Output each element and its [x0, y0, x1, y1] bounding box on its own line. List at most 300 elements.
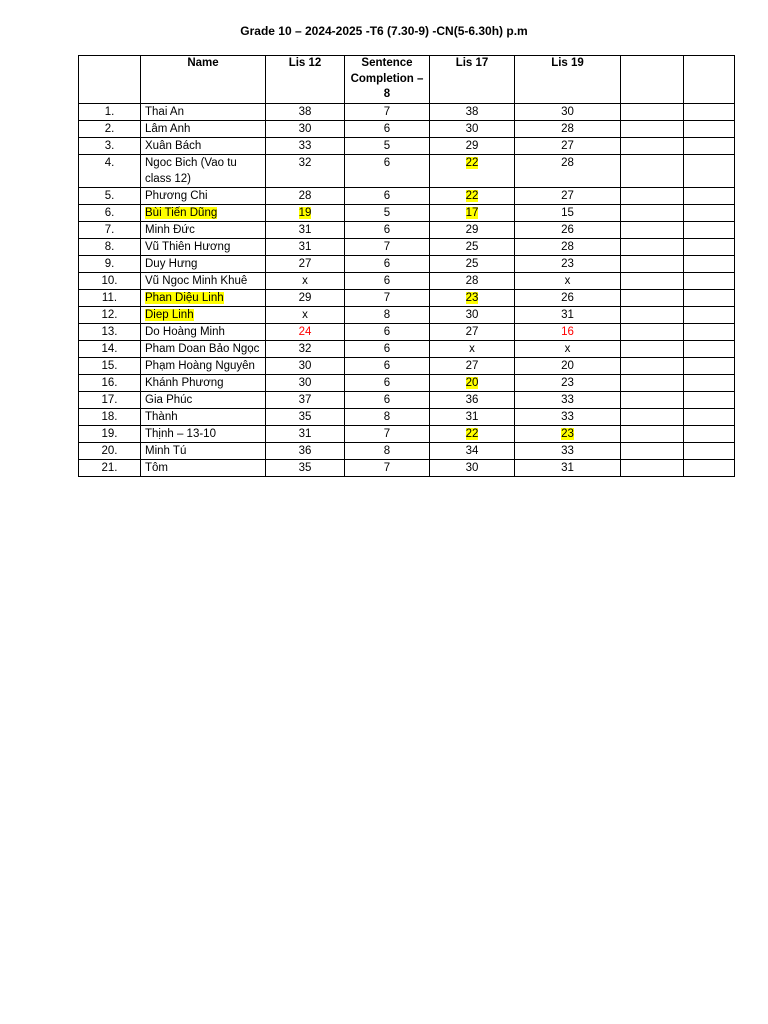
student-name-cell: [141, 323, 266, 340]
lis19-score-cell: [515, 103, 621, 120]
lis19-score-cell: [515, 204, 621, 221]
lis17-score-cell: [430, 340, 515, 357]
lis12-score: 37: [298, 393, 312, 406]
lis17-score: 28: [465, 274, 479, 287]
empty-cell: [684, 289, 735, 306]
table-row: [79, 459, 735, 476]
lis19-score: 27: [561, 189, 574, 202]
lis12-score: 28: [298, 189, 312, 202]
lis17-score: 25: [465, 257, 479, 270]
student-name: Phan Diệu Linh: [145, 291, 224, 304]
lis12-score: 19: [298, 206, 312, 219]
lis17-score: 17: [465, 206, 479, 219]
row-number: 12.: [101, 308, 118, 321]
lis17-score-cell: [430, 289, 515, 306]
lis12-score-cell: [266, 442, 345, 459]
lis17-score-cell: [430, 442, 515, 459]
empty-cell: [621, 459, 684, 476]
row-number: 8.: [104, 240, 115, 253]
student-name-cell: [141, 357, 266, 374]
lis19-score: 28: [561, 156, 574, 169]
row-number-cell: [79, 408, 141, 425]
student-name-cell: [141, 459, 266, 476]
row-number-cell: [79, 204, 141, 221]
lis19-score: x: [564, 274, 571, 287]
sentence-completion-score: 6: [383, 325, 391, 338]
lis12-score: 38: [298, 105, 312, 118]
scores-table: [78, 55, 735, 477]
lis12-score-cell: [266, 120, 345, 137]
lis17-score-cell: [430, 238, 515, 255]
empty-cell: [621, 255, 684, 272]
lis12-score-cell: [266, 255, 345, 272]
lis17-score: x: [469, 342, 475, 355]
lis19-score: 30: [561, 105, 574, 118]
empty-cell: [684, 374, 735, 391]
lis12-score-cell: [266, 459, 345, 476]
lis17-score-cell: [430, 425, 515, 442]
sentence-completion-score: 7: [383, 105, 391, 118]
header-empty-2: [684, 56, 735, 104]
lis17-score-cell: [430, 187, 515, 204]
lis19-score-cell: [515, 221, 621, 238]
lis19-score: 23: [561, 257, 574, 270]
lis17-score: 31: [465, 410, 479, 423]
row-number: 17.: [101, 393, 118, 406]
empty-cell: [621, 374, 684, 391]
student-name: Vũ Ngoc Minh Khuê: [145, 274, 248, 287]
sentence-completion-score: 8: [383, 308, 391, 321]
row-number-cell: [79, 255, 141, 272]
lis12-score: 31: [298, 427, 312, 440]
lis12-score: 36: [298, 444, 312, 457]
table-row: [79, 187, 735, 204]
lis12-score-cell: [266, 187, 345, 204]
student-name: Khánh Phương: [145, 376, 224, 389]
lis17-score-cell: [430, 120, 515, 137]
empty-cell: [684, 357, 735, 374]
sentence-completion-score-cell: [345, 120, 430, 137]
student-name-cell: [141, 442, 266, 459]
lis12-score-cell: [266, 357, 345, 374]
student-name: Thai An: [145, 105, 184, 118]
lis17-score: 20: [465, 376, 479, 389]
sentence-completion-score: 6: [383, 257, 391, 270]
lis17-score: 25: [465, 240, 479, 253]
sentence-completion-score: 6: [383, 122, 391, 135]
lis12-score-cell: [266, 340, 345, 357]
lis17-score: 27: [465, 359, 479, 372]
lis19-score-cell: [515, 187, 621, 204]
lis19-score: 31: [561, 461, 574, 474]
empty-cell: [621, 289, 684, 306]
sentence-completion-score-cell: [345, 425, 430, 442]
sentence-completion-score: 7: [383, 291, 391, 304]
student-name: Do Hoàng Minh: [145, 325, 225, 338]
lis19-score: 33: [561, 410, 574, 423]
lis19-score: 15: [561, 206, 574, 219]
empty-cell: [621, 221, 684, 238]
table-row: [79, 103, 735, 120]
lis12-score: 32: [298, 342, 312, 355]
lis19-score-cell: [515, 374, 621, 391]
empty-cell: [621, 340, 684, 357]
lis12-score-cell: [266, 238, 345, 255]
sentence-completion-score-cell: [345, 187, 430, 204]
row-number-cell: [79, 442, 141, 459]
lis17-score-cell: [430, 306, 515, 323]
lis17-score: 22: [465, 156, 479, 169]
empty-cell: [621, 187, 684, 204]
lis19-score: 23: [561, 427, 574, 440]
table-row: [79, 442, 735, 459]
lis17-score-cell: [430, 374, 515, 391]
row-number-cell: [79, 272, 141, 289]
empty-cell: [621, 204, 684, 221]
row-number: 14.: [101, 342, 118, 355]
student-name: Tôm: [145, 461, 168, 474]
row-number: 6.: [104, 206, 115, 219]
row-number-cell: [79, 154, 141, 187]
table-row: [79, 425, 735, 442]
table-row: [79, 238, 735, 255]
lis17-score: 22: [465, 189, 479, 202]
lis12-score-cell: [266, 408, 345, 425]
lis19-score-cell: [515, 323, 621, 340]
row-number: 16.: [101, 376, 118, 389]
empty-cell: [684, 154, 735, 187]
lis19-score-cell: [515, 137, 621, 154]
lis12-score: 31: [298, 240, 312, 253]
student-name: Pham Doan Bảo Ngọc: [145, 342, 260, 355]
student-name: Thịnh – 13-10: [145, 427, 216, 440]
sentence-completion-score-cell: [345, 221, 430, 238]
lis19-score: 33: [561, 393, 574, 406]
lis19-score-cell: [515, 154, 621, 187]
header-number: [79, 56, 141, 104]
empty-cell: [684, 391, 735, 408]
sentence-completion-score: 5: [383, 206, 391, 219]
lis19-score: 27: [561, 139, 574, 152]
lis19-score-cell: [515, 425, 621, 442]
sentence-completion-score-cell: [345, 255, 430, 272]
lis12-score: x: [302, 308, 308, 321]
table-row: [79, 323, 735, 340]
row-number-cell: [79, 238, 141, 255]
lis12-score: x: [302, 274, 308, 287]
table-row: [79, 120, 735, 137]
row-number: 18.: [101, 410, 118, 423]
sentence-completion-score: 6: [383, 342, 391, 355]
student-name: Vũ Thiên Hương: [145, 240, 231, 253]
header-sentence-completion: Sentence Completion – 8: [345, 56, 430, 104]
sentence-completion-score: 6: [383, 189, 391, 202]
row-number-cell: [79, 374, 141, 391]
student-name-cell: [141, 374, 266, 391]
lis19-score-cell: [515, 238, 621, 255]
empty-cell: [621, 408, 684, 425]
row-number-cell: [79, 187, 141, 204]
sentence-completion-score-cell: [345, 272, 430, 289]
sentence-completion-score: 6: [383, 359, 391, 372]
lis12-score: 27: [298, 257, 312, 270]
empty-cell: [684, 204, 735, 221]
row-number-cell: [79, 120, 141, 137]
lis12-score-cell: [266, 103, 345, 120]
student-name-cell: [141, 238, 266, 255]
empty-cell: [684, 306, 735, 323]
empty-cell: [684, 103, 735, 120]
empty-cell: [621, 357, 684, 374]
lis19-score: 33: [561, 444, 574, 457]
lis17-score-cell: [430, 154, 515, 187]
empty-cell: [684, 120, 735, 137]
student-name-cell: [141, 272, 266, 289]
lis17-score: 34: [465, 444, 479, 457]
row-number-cell: [79, 391, 141, 408]
student-name: Duy Hưng: [145, 257, 198, 270]
row-number: 11.: [101, 291, 118, 304]
lis19-score-cell: [515, 306, 621, 323]
sentence-completion-score-cell: [345, 391, 430, 408]
lis12-score-cell: [266, 154, 345, 187]
sentence-completion-score: 7: [383, 461, 391, 474]
empty-cell: [621, 154, 684, 187]
lis12-score-cell: [266, 323, 345, 340]
student-name-cell: [141, 408, 266, 425]
sentence-completion-score: 6: [383, 376, 391, 389]
lis12-score: 31: [298, 223, 312, 236]
student-name-cell: [141, 120, 266, 137]
row-number: 1.: [104, 105, 115, 118]
table-row: [79, 340, 735, 357]
lis12-score: 33: [298, 139, 312, 152]
empty-cell: [621, 306, 684, 323]
student-name: Phạm Hoàng Nguyên: [145, 359, 255, 372]
lis12-score-cell: [266, 425, 345, 442]
sentence-completion-score: 6: [383, 156, 391, 169]
sentence-completion-score: 8: [383, 444, 391, 457]
empty-cell: [684, 459, 735, 476]
lis12-score-cell: [266, 204, 345, 221]
student-name: Bùi Tiến Dũng: [145, 206, 218, 219]
table-row: [79, 306, 735, 323]
empty-cell: [621, 103, 684, 120]
table-row: [79, 204, 735, 221]
sentence-completion-score-cell: [345, 154, 430, 187]
lis19-score: 28: [561, 240, 574, 253]
student-name-cell: [141, 154, 266, 187]
lis17-score: 29: [465, 139, 479, 152]
lis17-score: 23: [465, 291, 479, 304]
header-row: [79, 56, 735, 104]
student-name-cell: [141, 289, 266, 306]
table-row: [79, 255, 735, 272]
lis17-score-cell: [430, 272, 515, 289]
row-number: 20.: [101, 444, 118, 457]
row-number-cell: [79, 459, 141, 476]
empty-cell: [621, 272, 684, 289]
lis17-score: 30: [465, 122, 479, 135]
sentence-completion-score-cell: [345, 137, 430, 154]
empty-cell: [684, 238, 735, 255]
sentence-completion-score-cell: [345, 323, 430, 340]
lis19-score-cell: [515, 255, 621, 272]
empty-cell: [621, 137, 684, 154]
empty-cell: [684, 323, 735, 340]
sentence-completion-score: 7: [383, 427, 391, 440]
lis17-score: 36: [465, 393, 479, 406]
header-lis12: Lis 12: [266, 56, 345, 104]
lis17-score-cell: [430, 408, 515, 425]
table-row: [79, 408, 735, 425]
lis17-score: 27: [465, 325, 479, 338]
empty-cell: [621, 425, 684, 442]
lis17-score-cell: [430, 204, 515, 221]
lis17-score-cell: [430, 255, 515, 272]
lis19-score-cell: [515, 120, 621, 137]
lis12-score: 35: [298, 410, 312, 423]
lis19-score-cell: [515, 391, 621, 408]
lis19-score: 16: [561, 325, 574, 338]
sentence-completion-score: 8: [383, 410, 391, 423]
row-number: 9.: [104, 257, 115, 270]
lis12-score-cell: [266, 272, 345, 289]
student-name: Minh Đức: [145, 223, 195, 236]
lis17-score: 22: [465, 427, 479, 440]
sentence-completion-score-cell: [345, 408, 430, 425]
row-number: 15.: [101, 359, 118, 372]
empty-cell: [684, 187, 735, 204]
empty-cell: [621, 442, 684, 459]
sentence-completion-score-cell: [345, 340, 430, 357]
row-number-cell: [79, 357, 141, 374]
lis12-score-cell: [266, 137, 345, 154]
lis12-score: 35: [298, 461, 312, 474]
student-name-cell: [141, 340, 266, 357]
student-name-cell: [141, 391, 266, 408]
sentence-completion-score: 6: [383, 274, 391, 287]
student-name: Diep Linh: [145, 308, 194, 321]
row-number-cell: [79, 289, 141, 306]
empty-cell: [684, 255, 735, 272]
lis19-score: 26: [561, 291, 574, 304]
lis12-score-cell: [266, 391, 345, 408]
row-number: 3.: [104, 139, 115, 152]
lis12-score-cell: [266, 306, 345, 323]
sentence-completion-score-cell: [345, 357, 430, 374]
lis19-score-cell: [515, 459, 621, 476]
lis19-score-cell: [515, 442, 621, 459]
row-number-cell: [79, 137, 141, 154]
empty-cell: [621, 391, 684, 408]
header-lis19: Lis 19: [515, 56, 621, 104]
lis17-score-cell: [430, 221, 515, 238]
student-name: Gia Phúc: [145, 393, 193, 406]
lis17-score: 29: [465, 223, 479, 236]
lis17-score: 30: [465, 461, 479, 474]
row-number: 13.: [101, 325, 118, 338]
table-row: [79, 391, 735, 408]
sentence-completion-score-cell: [345, 103, 430, 120]
student-name: Ngoc Bich (Vao tu class 12): [145, 156, 237, 185]
lis12-score-cell: [266, 289, 345, 306]
sentence-completion-score-cell: [345, 374, 430, 391]
student-name: Minh Tú: [145, 444, 187, 457]
student-name-cell: [141, 255, 266, 272]
student-name-cell: [141, 103, 266, 120]
lis17-score-cell: [430, 391, 515, 408]
lis19-score-cell: [515, 357, 621, 374]
empty-cell: [684, 408, 735, 425]
lis12-score: 30: [298, 376, 312, 389]
table-row: [79, 137, 735, 154]
student-name-cell: [141, 187, 266, 204]
row-number-cell: [79, 306, 141, 323]
student-name-cell: [141, 204, 266, 221]
empty-cell: [684, 272, 735, 289]
lis17-score: 30: [465, 308, 479, 321]
student-name: Thành: [145, 410, 178, 423]
empty-cell: [684, 137, 735, 154]
table-row: [79, 154, 735, 187]
lis19-score: 26: [561, 223, 574, 236]
lis12-score: 30: [298, 122, 312, 135]
lis19-score-cell: [515, 408, 621, 425]
lis19-score: x: [564, 342, 571, 355]
table-row: [79, 272, 735, 289]
lis12-score: 24: [298, 325, 312, 338]
sentence-completion-score-cell: [345, 289, 430, 306]
empty-cell: [684, 425, 735, 442]
row-number-cell: [79, 340, 141, 357]
empty-cell: [684, 340, 735, 357]
sentence-completion-score-cell: [345, 204, 430, 221]
lis12-score: 29: [298, 291, 312, 304]
row-number-cell: [79, 425, 141, 442]
header-lis17: Lis 17: [430, 56, 515, 104]
student-name: Xuân Bách: [145, 139, 202, 152]
row-number: 7.: [104, 223, 115, 236]
empty-cell: [684, 221, 735, 238]
empty-cell: [621, 120, 684, 137]
lis17-score-cell: [430, 103, 515, 120]
sentence-completion-score-cell: [345, 459, 430, 476]
lis17-score-cell: [430, 137, 515, 154]
table-row: [79, 374, 735, 391]
row-number-cell: [79, 323, 141, 340]
sentence-completion-score-cell: [345, 238, 430, 255]
student-name: Phương Chi: [145, 189, 208, 202]
sentence-completion-score: 6: [383, 223, 391, 236]
lis19-score-cell: [515, 272, 621, 289]
header-name: Name: [141, 56, 266, 104]
header-empty-1: [621, 56, 684, 104]
row-number-cell: [79, 103, 141, 120]
lis12-score-cell: [266, 374, 345, 391]
table-row: [79, 221, 735, 238]
table-row: [79, 357, 735, 374]
lis12-score-cell: [266, 221, 345, 238]
empty-cell: [684, 442, 735, 459]
lis12-score: 32: [298, 156, 312, 169]
lis19-score: 23: [561, 376, 574, 389]
row-number: 21.: [101, 461, 118, 474]
sentence-completion-score: 7: [383, 240, 391, 253]
student-name-cell: [141, 137, 266, 154]
table-row: [79, 289, 735, 306]
student-name-cell: [141, 221, 266, 238]
